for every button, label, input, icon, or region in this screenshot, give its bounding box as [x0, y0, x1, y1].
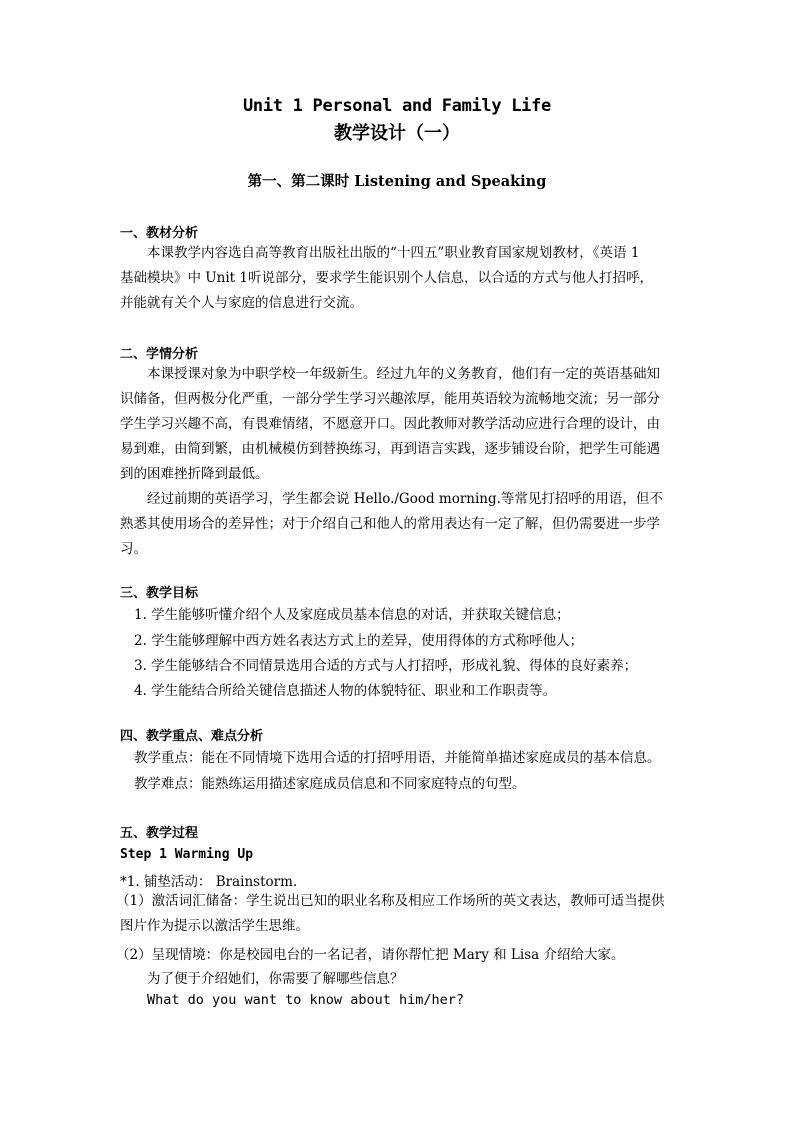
- objective-item: 1. 学生能够听懂介绍个人及家庭成员基本信息的对话，并获取关键信息；: [134, 607, 570, 623]
- paragraph-line: 并能就有关个人与家庭的信息进行交流。: [120, 295, 363, 311]
- paragraph-line: 识储备，但两极分化严重，一部分学生学习兴趣浓厚，能用英语较为流畅地交流；另一部分: [120, 391, 660, 407]
- paragraph-line: 经过前期的英语学习，学生都会说 Hello./Good morning.等常见打招呼的用语，但不: [147, 491, 663, 507]
- paragraph-line: 易到难，由简到繁，由机械模仿到替换练习，再到语言实践，逐步铺设台阶，把学生可能遇: [120, 441, 660, 457]
- document-subtitle: 教学设计（一）: [334, 123, 460, 144]
- section-4-heading: 四、教学重点、难点分析: [120, 729, 264, 744]
- difficult-point: 教学难点：能熟练运用描述家庭成员信息和不同家庭特点的句型。: [134, 776, 526, 792]
- document-title: Unit 1 Personal and Family Life: [243, 96, 551, 116]
- paragraph-line: 习。: [120, 541, 147, 557]
- prompt-question: What do you want to know about him/her?: [147, 992, 464, 1008]
- paragraph-line: （1）激活词汇储备：学生说出已知的职业名称及相应工作场所的英文表达，教师可适当提供: [116, 893, 665, 909]
- paragraph-line: 基础模块》中 Unit 1听说部分，要求学生能识别个人信息，以合适的方式与他人打招呼，: [120, 270, 653, 286]
- paragraph-line: 本课教学内容选自高等教育出版社出版的“十四五”职业教育国家规划教材，《英语 1: [147, 245, 640, 261]
- section-2-heading: 二、学情分析: [120, 347, 199, 362]
- activity-paragraph: [116, 889, 686, 939]
- objective-item: 3. 学生能够结合不同情景选用合适的方式与人打招呼，形成礼貌、得体的良好素养；: [134, 658, 638, 674]
- step-heading: Step 1 Warming Up: [120, 847, 254, 862]
- lesson-title: 第一、第二课时 Listening and Speaking: [247, 173, 547, 190]
- section-1-body: [120, 241, 680, 316]
- objective-item: 4. 学生能结合所给关键信息描述人物的体貌特征、职业和工作职责等。: [134, 683, 557, 699]
- section-2-body: [120, 362, 680, 562]
- paragraph-line: 学生学习兴趣不高，有畏难情绪，不愿意开口。因此教师对教学活动应进行合理的设计，由: [120, 416, 660, 432]
- objective-item: 2. 学生能够理解中西方姓名表达方式上的差异，使用得体的方式称呼他人；: [134, 633, 584, 649]
- paragraph-line: 本课授课对象为中职学校一年级新生。经过九年的义务教育，他们有一定的英语基础知: [147, 366, 660, 382]
- key-point: 教学重点：能在不同情境下选用合适的打招呼用语，并能简单描述家庭成员的基本信息。: [134, 750, 661, 766]
- situation-text: （2）呈现情境：你是校园电台的一名记者，请你帮忙把 Mary 和 Lisa 介绍给大家。: [116, 947, 625, 963]
- prompt-text: 为了便于介绍她们，你需要了解哪些信息？: [147, 971, 404, 987]
- paragraph-line: 熟悉其使用场合的差异性；对于介绍自己和他人的常用表达有一定了解，但仍需要进一步学: [120, 516, 660, 532]
- paragraph-line: 到的困难挫折降到最低。: [120, 466, 269, 482]
- section-1-heading: 一、教材分析: [120, 226, 199, 241]
- section-5-heading: 五、教学过程: [120, 826, 199, 841]
- paragraph-line: 图片作为提示以激活学生思维。: [120, 918, 309, 934]
- section-3-heading: 三、教学目标: [120, 586, 199, 601]
- activity-label: *1. 铺垫活动： Brainstorm.: [120, 874, 298, 890]
